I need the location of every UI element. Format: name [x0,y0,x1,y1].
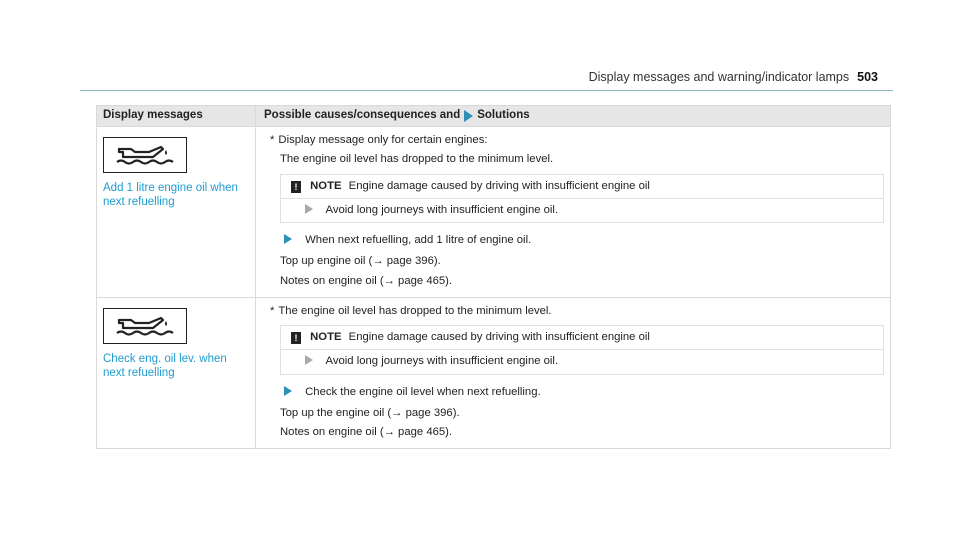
solutions-cell [256,297,891,449]
arrow-right-icon [464,110,473,122]
note-action-row [281,198,883,222]
note-label: NOTE [310,179,342,192]
cause-line: * The engine oil level has dropped to the minimum level. [270,304,552,317]
engine-oil-level-icon [103,308,187,344]
warning-icon: ! [291,332,301,344]
cause-line: The engine oil level has dropped to the minimum level. [280,153,554,166]
header-solutions-suffix: Solutions [477,109,530,122]
arrow-right-icon [305,355,313,365]
note-action-row [281,349,883,373]
header-divider [80,90,893,91]
solution-action-text: When next refuelling, add 1 litre of engine oil. [305,234,532,246]
footnote-star: * [270,134,275,146]
note-action-text: Avoid long journeys with insufficient engine oil. [325,355,559,368]
header-display-messages: Display messages [97,106,256,127]
cause-line: * Display message only for certain engines: [270,134,488,146]
page-reference[interactable]: Notes on engine oil (→ page 465). [280,426,453,438]
solution-action [280,385,884,400]
display-message-text: Check eng. oil lev. when next refuelling [103,352,227,380]
table-row [97,297,891,449]
note-action-text: Avoid long journeys with insufficient engine oil. [325,203,559,216]
page-reference[interactable]: Top up engine oil (→ page 396). [280,255,441,268]
table-header-row [97,106,891,127]
note-box [280,325,884,375]
solutions-cell [256,127,891,298]
solution-action [280,233,884,248]
page-reference[interactable]: Notes on engine oil (→ page 465). [280,274,453,287]
note-label: NOTE [310,331,342,343]
arrow-right-icon [305,204,313,214]
header-title: Display messages and warning/indicator lamps [588,70,850,84]
message-cell [97,297,256,449]
footnote-star: * [270,304,275,317]
table-row [97,127,891,298]
page-number: 503 [857,70,878,84]
page-reference[interactable]: Top up the engine oil (→ page 396). [280,406,460,419]
display-messages-table [96,105,891,449]
arrow-right-icon [284,234,292,244]
arrow-right-icon [284,386,292,396]
display-message-text: Add 1 litre engine oil when next refuelling [103,182,238,209]
engine-oil-level-icon [103,137,187,173]
warning-icon: ! [291,181,301,193]
note-row [281,326,883,349]
header-solutions-label: Possible causes/consequences and [264,109,461,122]
note-box [280,174,884,224]
note-row [281,175,883,198]
message-cell [97,127,256,298]
page-header [589,70,878,84]
note-text: Engine damage caused by driving with insufficient engine oil [348,179,650,192]
solution-action-text: Check the engine oil level when next refuelling. [305,385,541,398]
header-solutions [256,106,891,127]
note-text: Engine damage caused by driving with insufficient engine oil [348,331,650,343]
